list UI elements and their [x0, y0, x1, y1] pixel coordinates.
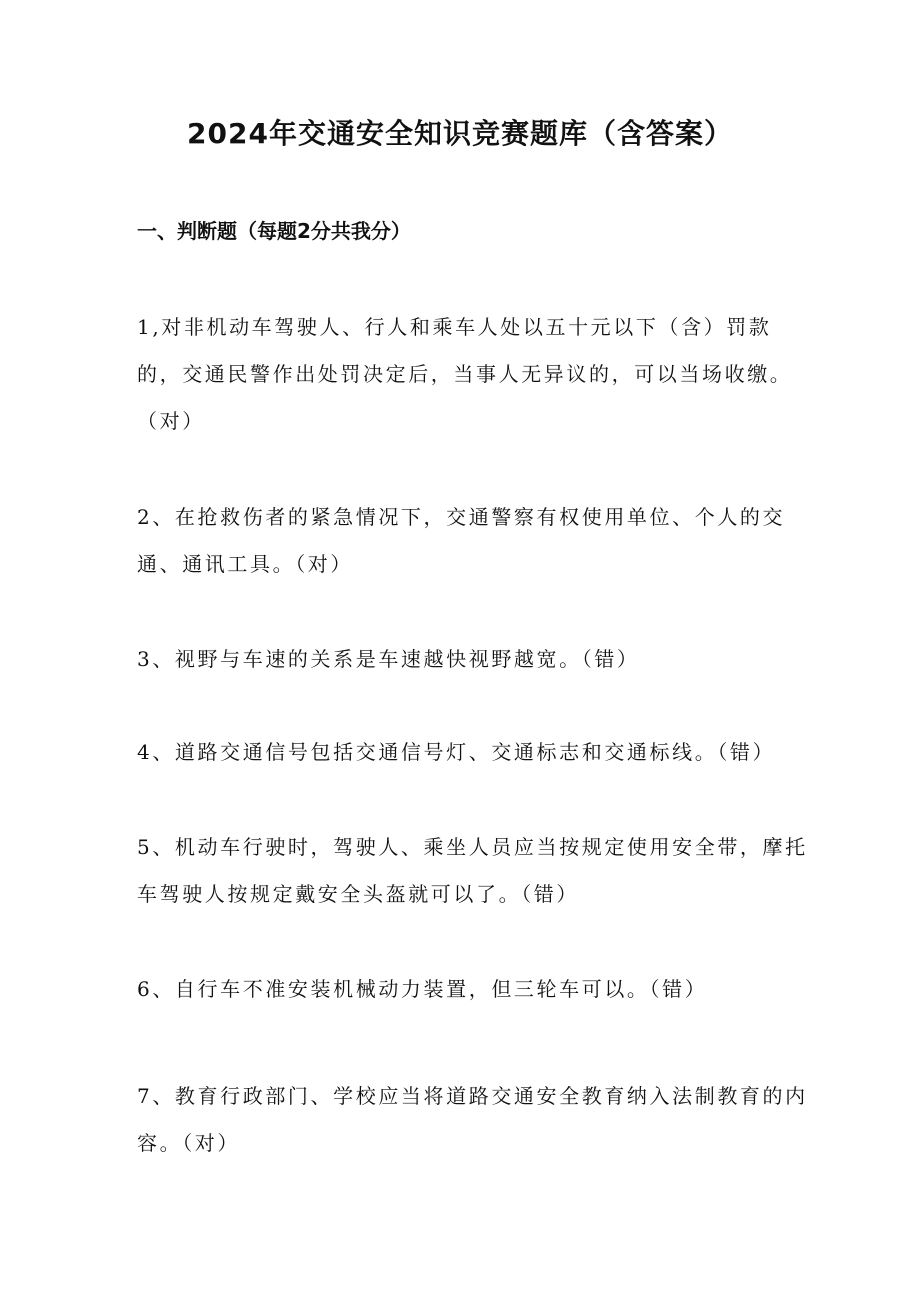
section-heading-true-false: 一、判断题（每题2分共我分）	[137, 219, 411, 243]
question-4	[137, 729, 787, 776]
question-2	[137, 494, 787, 588]
question-7-line-2: 容。（对）	[137, 1131, 240, 1155]
question-1-line-1: 1,对非机动车驾驶人、行人和乘车人处以五十元以下（含）罚款	[137, 315, 772, 339]
question-5-line-2: 车驾驶人按规定戴安全头盔就可以了。（错）	[137, 882, 579, 906]
question-1-line-3: （对）	[137, 409, 205, 433]
question-5-line-1: 5、机动车行驶时，驾驶人、乘坐人员应当按规定使用安全带，摩托	[137, 835, 808, 859]
question-6-line-1: 6、自行车不准安装机械动力装置，但三轮车可以。（错）	[137, 977, 708, 1001]
question-7	[137, 1073, 808, 1167]
question-5	[137, 824, 808, 918]
question-7-line-1: 7、教育行政部门、学校应当将道路交通安全教育纳入法制教育的内	[137, 1084, 808, 1108]
document-title: 2024年交通安全知识竞赛题库（含答案）	[187, 117, 733, 150]
question-3	[137, 636, 787, 683]
question-4-line-1: 4、道路交通信号包括交通信号灯、交通标志和交通标线。（错）	[137, 740, 776, 764]
question-1	[137, 304, 793, 445]
question-2-line-2: 通、通讯工具。（对）	[137, 552, 353, 576]
question-3-line-1: 3、视野与车速的关系是车速越快视野越宽。（错）	[137, 647, 640, 671]
question-6	[137, 966, 787, 1013]
question-1-line-2: 的，交通民警作出处罚决定后，当事人无异议的，可以当场收缴。	[137, 362, 793, 386]
question-2-line-1: 2、在抢救伤者的紧急情况下，交通警察有权使用单位、个人的交	[137, 505, 786, 529]
